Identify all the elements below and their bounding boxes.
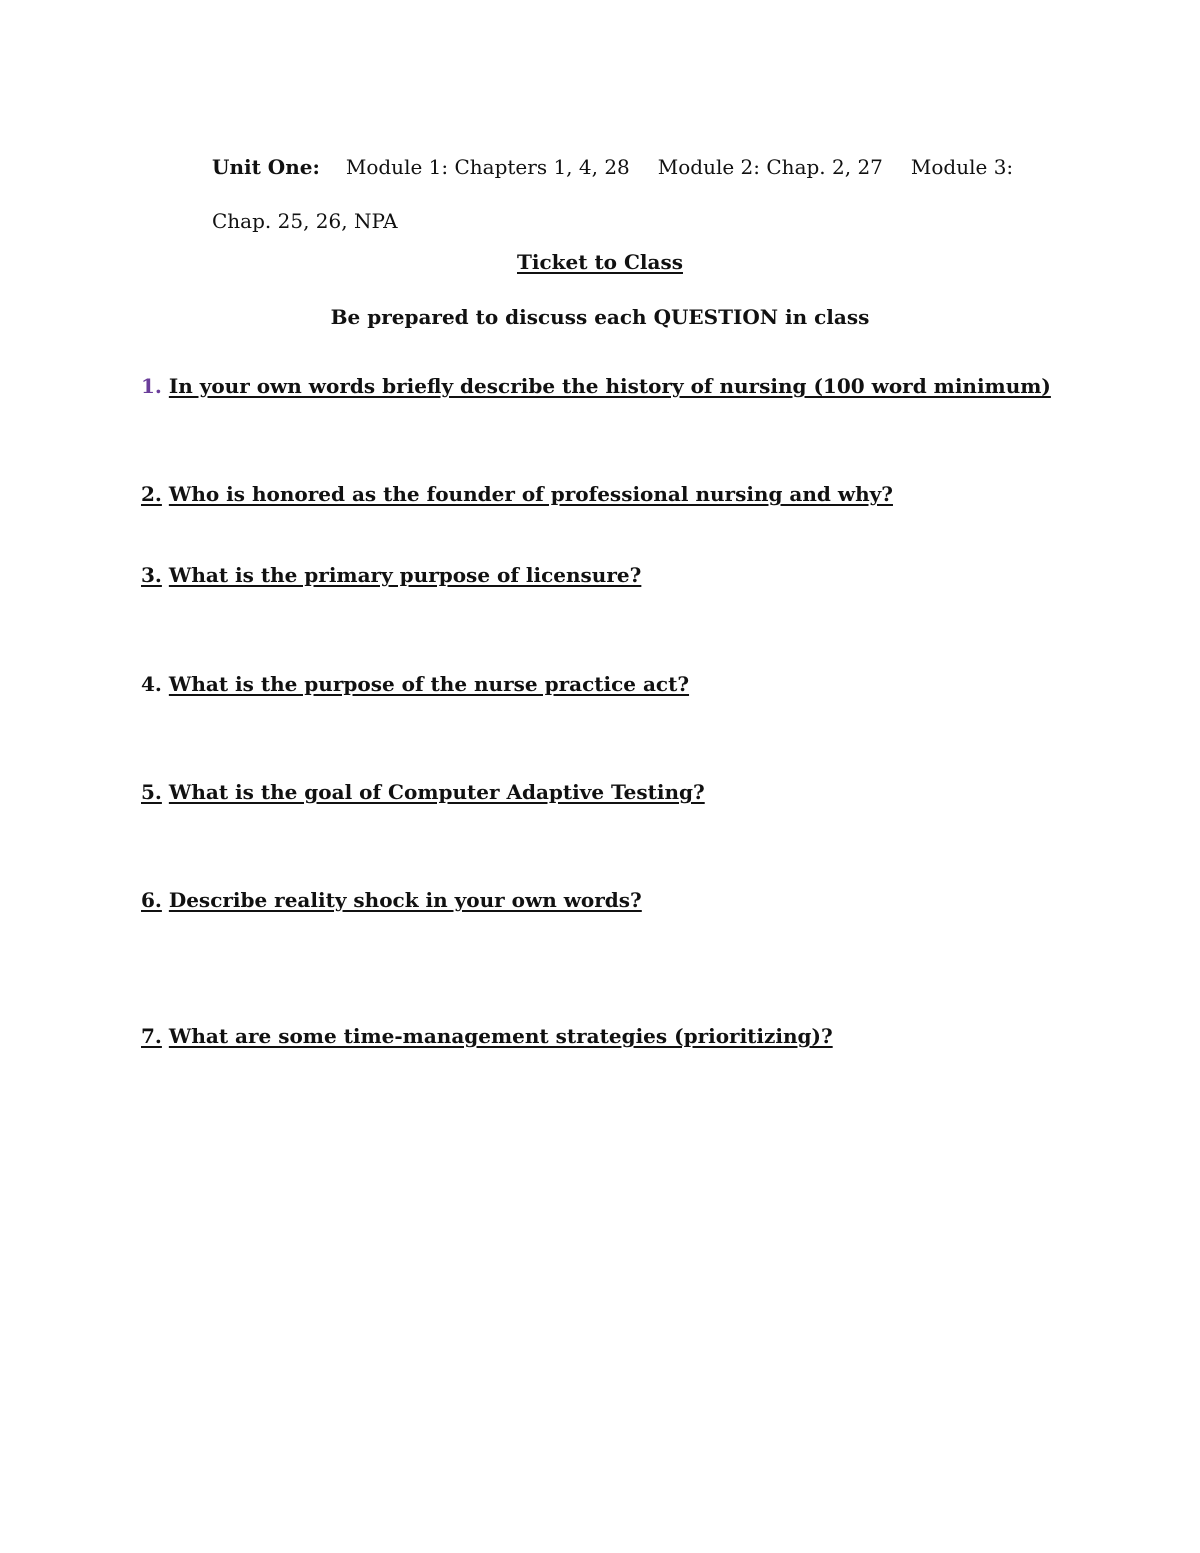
module-1-text: Module 1: Chapters 1, 4, 28 bbox=[345, 155, 630, 179]
page-title: Ticket to Class bbox=[517, 250, 683, 274]
question-number: 3. bbox=[141, 563, 162, 587]
question-6 bbox=[141, 888, 642, 912]
question-text: What are some time-management strategies (prioritizing)? bbox=[168, 1024, 833, 1048]
question-4 bbox=[141, 672, 689, 696]
question-number: 1. bbox=[141, 374, 162, 398]
page-subtitle: Be prepared to discuss each QUESTION in class bbox=[330, 305, 870, 329]
question-text: What is the purpose of the nurse practice act? bbox=[168, 672, 690, 696]
question-number: 5. bbox=[141, 780, 162, 804]
unit-modules-line bbox=[212, 140, 1042, 248]
question-text: What is the goal of Computer Adaptive Testing? bbox=[168, 780, 705, 804]
question-number: 2. bbox=[141, 482, 162, 506]
question-3 bbox=[141, 563, 641, 587]
question-2 bbox=[141, 482, 893, 506]
question-5 bbox=[141, 780, 705, 804]
question-1 bbox=[141, 374, 1051, 398]
question-text: In your own words briefly describe the history of nursing (100 word minimum) bbox=[168, 374, 1051, 398]
question-number: 4. bbox=[141, 672, 162, 696]
module-3-text: Module 3: Chap. 25, 26, NPA bbox=[212, 155, 1014, 233]
question-text: What is the primary purpose of licensure? bbox=[168, 563, 642, 587]
module-2-text: Module 2: Chap. 2, 27 bbox=[657, 155, 883, 179]
question-number: 7. bbox=[141, 1024, 162, 1048]
question-text: Describe reality shock in your own words? bbox=[168, 888, 642, 912]
question-number: 6. bbox=[141, 888, 162, 912]
unit-label: Unit One: bbox=[212, 155, 320, 179]
question-7 bbox=[141, 1024, 833, 1048]
question-text: Who is honored as the founder of professional nursing and why? bbox=[168, 482, 893, 506]
